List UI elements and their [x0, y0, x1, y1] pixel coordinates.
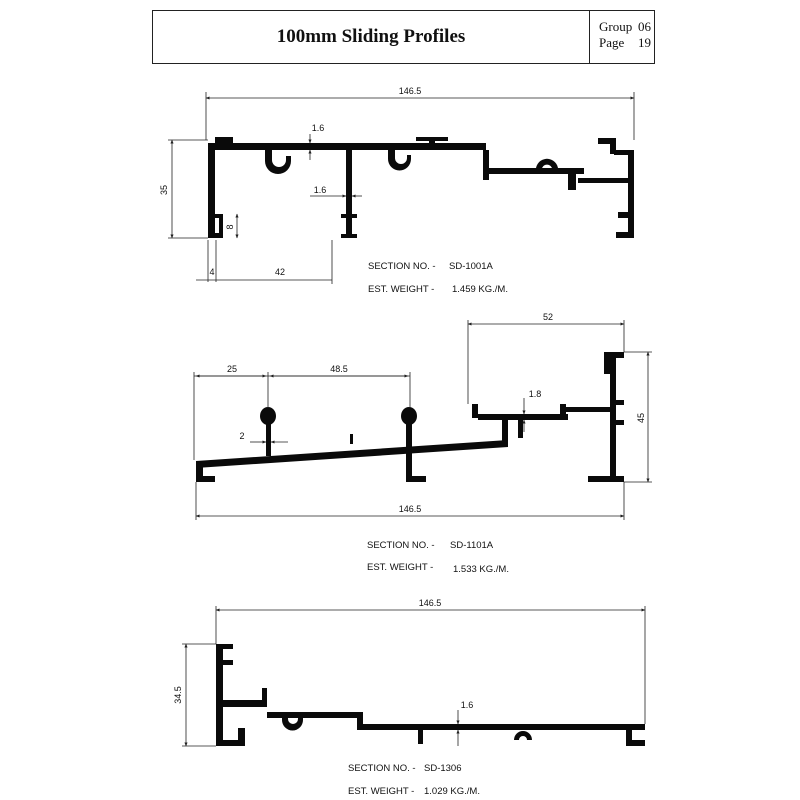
group-value: 06: [638, 19, 651, 34]
profile-3-info: [348, 763, 480, 797]
group-label: Group: [599, 19, 633, 34]
dim-width-2: 146.5: [398, 504, 422, 514]
section-label-1: SECTION NO. -: [368, 261, 436, 272]
dim-wall-3: 1.6: [460, 700, 474, 710]
dim-left-span-2: 25: [226, 364, 238, 374]
profile-1-dimensions: [159, 86, 634, 284]
dim-span-1: 42: [274, 267, 286, 277]
dim-width-3: 146.5: [418, 598, 442, 608]
profile-3-shape: [216, 644, 645, 746]
profile-1-shape: [208, 137, 634, 238]
weight-label-3: EST. WEIGHT -: [348, 786, 415, 797]
page-value: 19: [638, 35, 651, 50]
dim-offset-1: 4: [209, 267, 215, 277]
profile-sd-1306: [173, 598, 645, 797]
profile-2-shape: [196, 352, 624, 482]
dim-top-right-2: 52: [542, 312, 554, 322]
weight-label-1: EST. WEIGHT -: [368, 284, 435, 295]
profile-1-info: [368, 261, 508, 295]
dim-slot-1: 8: [225, 224, 235, 230]
weight-3: 1.029 KG./M.: [424, 786, 480, 797]
section-no-1: SD-1001A: [449, 261, 493, 272]
section-label-3: SECTION NO. -: [348, 763, 416, 774]
profile-3-dimensions: [173, 598, 645, 746]
dim-wall-2: 1.8: [528, 389, 542, 399]
dim-height-2: 45: [636, 412, 646, 424]
dim-wall-top-1: 1.6: [311, 123, 325, 133]
section-label-2: SECTION NO. -: [367, 540, 435, 551]
dim-width-1: 146.5: [398, 86, 422, 96]
profile-2-info: [367, 540, 509, 575]
section-no-2: SD-1101A: [450, 540, 494, 551]
weight-2: 1.533 KG./M.: [453, 564, 509, 575]
weight-label-2: EST. WEIGHT -: [367, 562, 434, 573]
dim-height-3: 34.5: [173, 686, 183, 704]
profile-sd-1001a: [159, 86, 634, 295]
dim-wall-mid-1: 1.6: [313, 185, 327, 195]
dim-mid-span-2: 48.5: [330, 364, 348, 374]
page-title: 100mm Sliding Profiles: [276, 26, 466, 47]
section-no-3: SD-1306: [424, 763, 462, 774]
page-label: Page: [599, 35, 625, 50]
dim-web-2: 2: [239, 431, 245, 441]
profile-sd-1101a: [194, 312, 652, 575]
weight-1: 1.459 KG./M.: [452, 284, 508, 295]
dim-height-1: 35: [159, 184, 169, 196]
